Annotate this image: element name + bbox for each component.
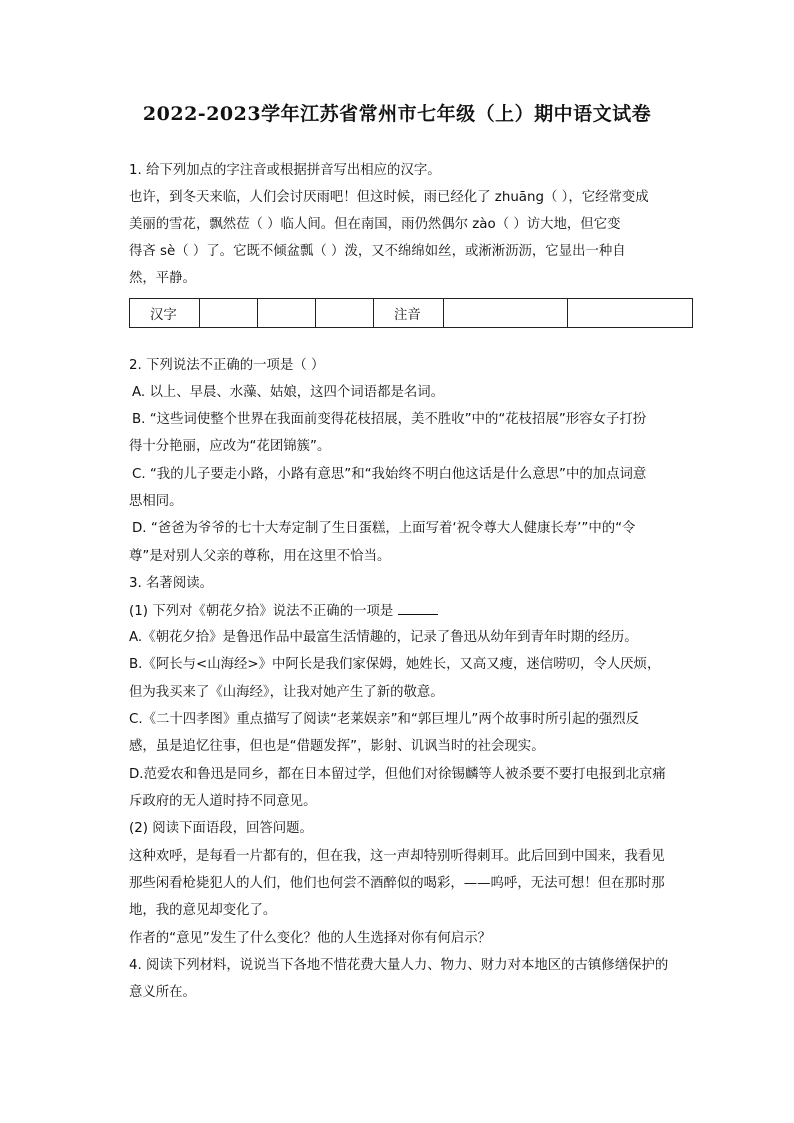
table-cell-answer[interactable] xyxy=(568,299,693,328)
table-cell-answer[interactable] xyxy=(316,299,374,328)
answer-blank[interactable] xyxy=(398,602,438,615)
question-2-option-d-cont: 尊”是对别人父亲的尊称，用在这里不恰当。 xyxy=(129,549,391,564)
question-1-text-line: 美丽的雪花，飘然莅（ ）临人间。但在南国，雨仍然偶尔 zào（ ）访大地，但它变 xyxy=(129,217,621,232)
question-3-stem: 3. 名著阅读。 xyxy=(129,576,213,591)
question-3-option-b-cont: 但为我买来了《山海经》，让我对她产生了新的敬意。 xyxy=(129,685,444,700)
question-3-option-c: C.《二十四孝图》重点描写了阅读“老莱娱亲”和“郭巨埋儿”两个故事时所引起的强烈反 xyxy=(129,712,640,727)
reading-passage-line: 那些闲看枪毙犯人的人们，他们也何尝不酒醉似的喝彩，——呜呼，无法可想！但在那时那 xyxy=(129,876,665,891)
question-1-stem: 1. 给下列加点的字注音或根据拼音写出相应的汉字。 xyxy=(129,163,441,178)
question-3-option-d: D.范爱农和鲁迅是同乡，都在日本留过学，但他们对徐锡麟等人被杀要不要打电报到北京痛 xyxy=(129,767,666,782)
question-3-option-c-cont: 感，虽是追忆往事，但也是“借题发挥”，影射、讥讽当时的社会现实。 xyxy=(129,739,545,754)
question-3-sub-1 xyxy=(129,602,438,621)
question-1-text-line: 得吝 sè（ ）了。它既不倾盆瓢（ ）泼，又不绵绵如丝，或淅淅沥沥，它显出一种自 xyxy=(129,244,626,259)
question-2-option-d: D. “爸爸为爷爷的七十大寿定制了生日蛋糕，上面写着‘祝令尊大人健康长寿’”中的“令 xyxy=(132,521,636,536)
question-1-text-line: 然，平静。 xyxy=(129,271,196,286)
question-2-option-b-cont: 得十分艳丽，应改为“花团锦簇”。 xyxy=(129,439,331,454)
question-3-option-a: A.《朝花夕拾》是鲁迅作品中最富生活情趣的，记录了鲁迅从幼年到青年时期的经历。 xyxy=(129,630,638,645)
answer-table xyxy=(129,298,693,328)
question-4-stem: 4. 阅读下列材料，说说当下各地不惜花费大量人力、物力、财力对本地区的古镇修缮保护的 xyxy=(129,958,669,973)
exam-title: 2022-2023学年江苏省常州市七年级（上）期中语文试卷 xyxy=(142,103,652,125)
question-4-stem-cont: 意义所在。 xyxy=(129,985,196,1000)
question-2-option-b: B. “这些词使整个世界在我面前变得花枝招展，美不胜收”中的“花枝招展”形容女子打扮 xyxy=(132,412,647,427)
table-cell-answer[interactable] xyxy=(200,299,258,328)
question-3-sub-1-text: (1) 下列对《朝花夕拾》说法不正确的一项是 xyxy=(129,604,394,619)
question-2-stem: 2. 下列说法不正确的一项是（ ） xyxy=(129,358,325,373)
question-3-sub-2-prompt: 作者的“意见”发生了什么变化？他的人生选择对你有何启示？ xyxy=(129,931,492,946)
question-1-text-line: 也许，到冬天来临，人们会讨厌雨吧！但这时候，雨已经化了 zhuāng（ ），它经常变成 xyxy=(129,190,649,205)
table-cell-answer[interactable] xyxy=(444,299,568,328)
question-2-option-c: C. “我的儿子要走小路，小路有意思”和“我始终不明白他这话是什么意思”中的加点词意 xyxy=(132,467,647,482)
question-3-option-b: B.《阿长与<山海经>》中阿长是我们家保姆，她姓长，又高又瘦，迷信唠叨，令人厌烦， xyxy=(129,657,661,672)
reading-passage-line: 地，我的意见却变化了。 xyxy=(129,903,277,918)
table-cell-pinyin-label: 注音 xyxy=(374,299,444,328)
question-2-option-a: A. 以上、早晨、水藻、姑娘，这四个词语都是名词。 xyxy=(132,385,445,400)
table-cell-answer[interactable] xyxy=(258,299,316,328)
table-cell-hanzi-label: 汉字 xyxy=(130,299,200,328)
question-2-option-c-cont: 思相同。 xyxy=(129,494,183,509)
question-3-option-d-cont: 斥政府的无人道时持不同意见。 xyxy=(129,794,317,809)
question-3-sub-2: (2) 阅读下面语段，回答问题。 xyxy=(129,821,313,836)
reading-passage-line: 这种欢呼，是每看一片都有的，但在我，这一声却特别听得刺耳。此后回到中国来，我看见 xyxy=(129,849,665,864)
